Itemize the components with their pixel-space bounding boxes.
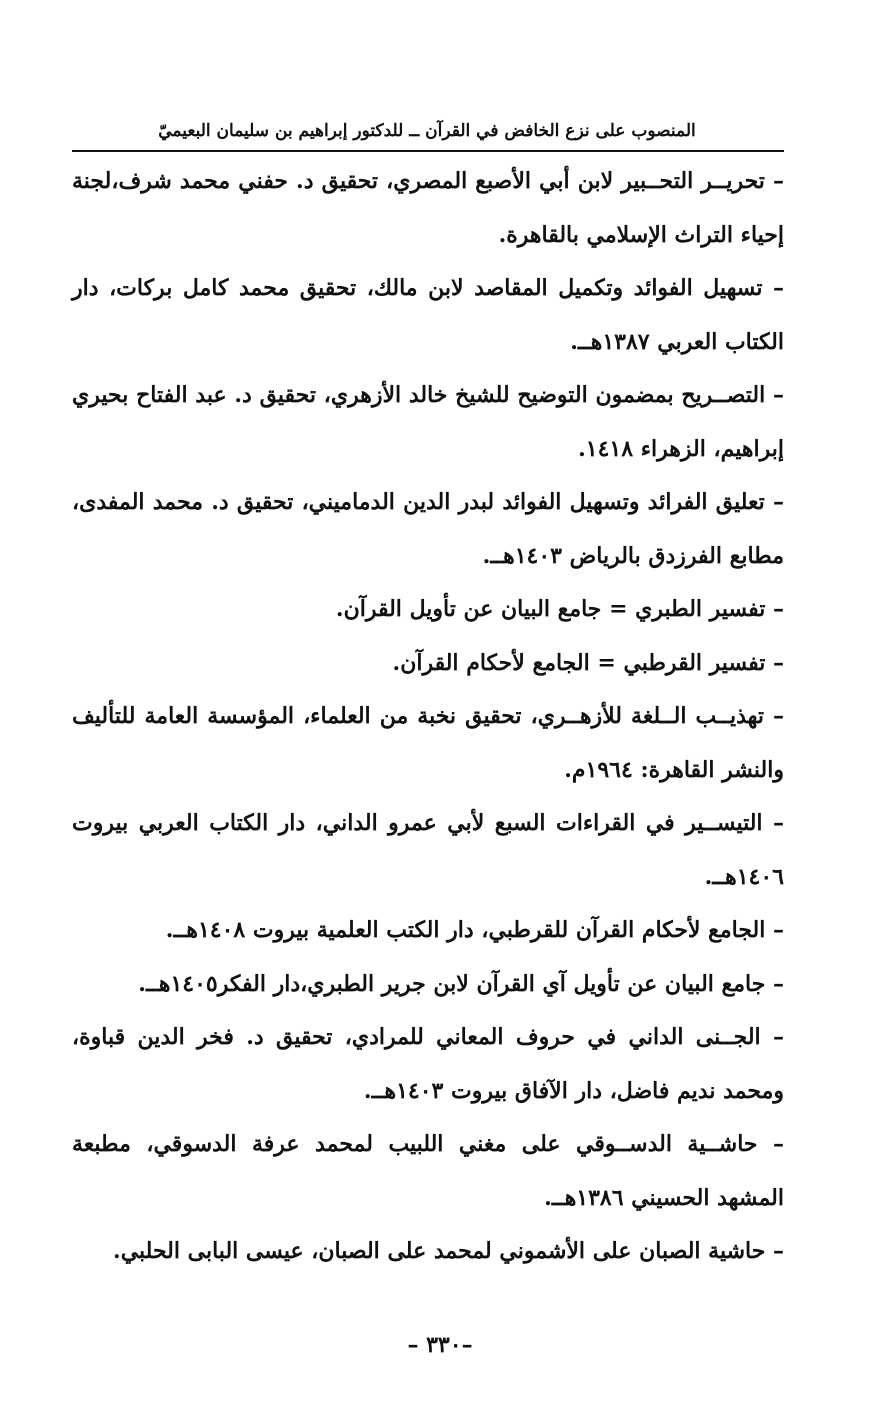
- bibliography-entry: – تعليق الفرائد وتسهيل الفوائد لبدر الدين الدماميني، تحقيق د. محمد المفدى، مطابع الفرزدق بالرياض ١٤٠٣هــ.: [72, 489, 784, 569]
- bibliography-entry: – تحريــر التحــبير لابن أبي الأصبع المصري، تحقيق د. حفني محمد شرف،لجنة إحياء التراث الإسلامي بالقاهرة.: [72, 168, 784, 248]
- bibliography-entry: – جامع البيان عن تأويل آي القرآن لابن جرير الطبري،دار الفكر١٤٠٥هــ.: [138, 970, 784, 997]
- running-header: المنصوب على نزع الخافض في القرآن ــ للدكتور إبراهيم بن سليمان البعيميّ: [158, 121, 696, 141]
- header-divider: [72, 150, 784, 152]
- bibliography-list: [72, 155, 784, 1279]
- bibliography-entry: – حاشــية الدســوقي على مغني اللبيب لمحمد عرفة الدسوقي، مطبعة المشهد الحسيني ١٣٨٦هــ.: [72, 1131, 784, 1211]
- page-number: –٣٣٠ –: [407, 1332, 473, 1358]
- bibliography-entry: – التيســير في القراءات السبع لأبي عمرو الداني، دار الكتاب العربي بيروت ١٤٠٦هــ.: [72, 810, 784, 890]
- bibliography-entry: – تفسير القرطبي = الجامع لأحكام القرآن.: [392, 649, 784, 676]
- bibliography-entry: – الجــنى الداني في حروف المعاني للمرادي، تحقيق د. فخر الدين قباوة، ومحمد نديم فاضل، دار الآفاق بيروت ١٤٠٣هــ.: [72, 1024, 784, 1104]
- bibliography-entry: – الجامع لأحكام القرآن للقرطبي، دار الكتب العلمية بيروت ١٤٠٨هــ.: [165, 917, 784, 943]
- bibliography-entry: – تهذيــب الــلغة للأزهــري، تحقيق نخبة من العلماء، المؤسسة العامة للتأليف والنشر القاهرة: ١٩٦٤م.: [72, 703, 784, 783]
- bibliography-entry: – تسهيل الفوائد وتكميل المقاصد لابن مالك، تحقيق محمد كامل بركات، دار الكتاب العربي ١٣٨٧هــ.: [72, 275, 784, 355]
- bibliography-entry: – التصــريح بمضمون التوضيح للشيخ خالد الأزهري، تحقيق د. عبد الفتاح بحيري إبراهيم، الزهراء ١٤١٨.: [72, 382, 784, 462]
- bibliography-entry: – حاشية الصبان على الأشموني لمحمد على الصبان، عيسى البابى الحلبي.: [113, 1238, 784, 1264]
- bibliography-entry: – تفسير الطبري = جامع البيان عن تأويل القرآن.: [335, 596, 784, 622]
